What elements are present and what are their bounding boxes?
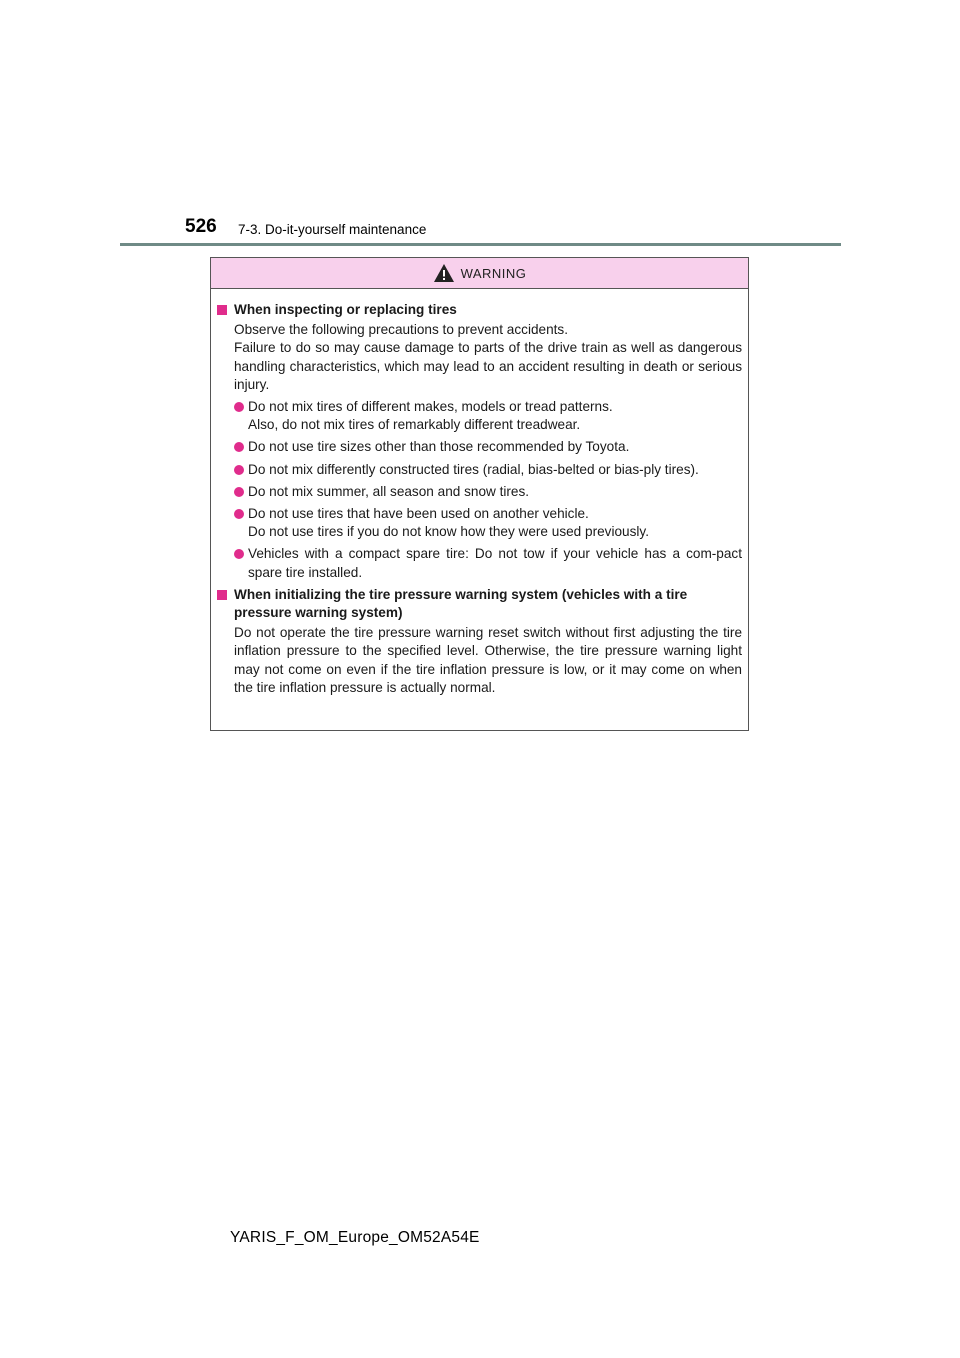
footer-doc-code: YARIS_F_OM_Europe_OM52A54E xyxy=(230,1229,480,1246)
list-item: Do not mix summer, all season and snow tires. xyxy=(234,483,742,501)
precautions-list xyxy=(217,398,742,582)
square-bullet-icon xyxy=(217,305,227,315)
warning-title: WARNING xyxy=(460,265,527,281)
section-paragraph: Do not operate the tire pressure warning reset switch without first adjusting the tire inflation pressure to the specified level. Otherwise, the tire pressure warning light may not come on even if the tire inflation pressure is low, or it may come on when the tire inflation pressure is actually normal. xyxy=(234,625,742,695)
round-bullet-icon xyxy=(234,549,244,559)
warning-body xyxy=(211,289,748,697)
round-bullet-icon xyxy=(234,465,244,475)
square-bullet-icon xyxy=(217,590,227,600)
list-item: Do not mix differently constructed tires (radial, bias-belted or bias-ply tires). xyxy=(234,461,742,479)
round-bullet-icon xyxy=(234,402,244,412)
header-rule xyxy=(120,243,841,246)
round-bullet-icon xyxy=(234,487,244,497)
round-bullet-icon xyxy=(234,442,244,452)
warning-box xyxy=(210,257,749,731)
section-heading-tpws-initialization: When initializing the tire pressure warning system (vehicles with a tire pressure warning system) xyxy=(217,586,742,622)
warning-header xyxy=(211,258,748,289)
page-number: 526 xyxy=(185,216,217,237)
list-item: Do not mix tires of different makes, models or tread patterns. Also, do not mix tires of remarkably different treadwear. xyxy=(234,398,742,434)
warning-triangle-icon xyxy=(433,263,455,283)
list-item: Vehicles with a compact spare tire: Do not tow if your vehicle has a com-pact spare tire installed. xyxy=(234,545,742,581)
list-item: Do not use tires that have been used on another vehicle. Do not use tires if you do not know how they were used previously. xyxy=(234,505,742,541)
round-bullet-icon xyxy=(234,509,244,519)
section-title: 7-3. Do-it-yourself maintenance xyxy=(238,222,427,237)
section-paragraph: Observe the following precautions to prevent accidents. Failure to do so may cause damage to parts of the drive train as well as dangerous handling characteristics, which may lead to an accident resulting in death or serious injury. xyxy=(234,322,742,392)
section-heading-inspecting-tires: When inspecting or replacing tires xyxy=(217,301,742,319)
list-item: Do not use tire sizes other than those recommended by Toyota. xyxy=(234,438,742,456)
